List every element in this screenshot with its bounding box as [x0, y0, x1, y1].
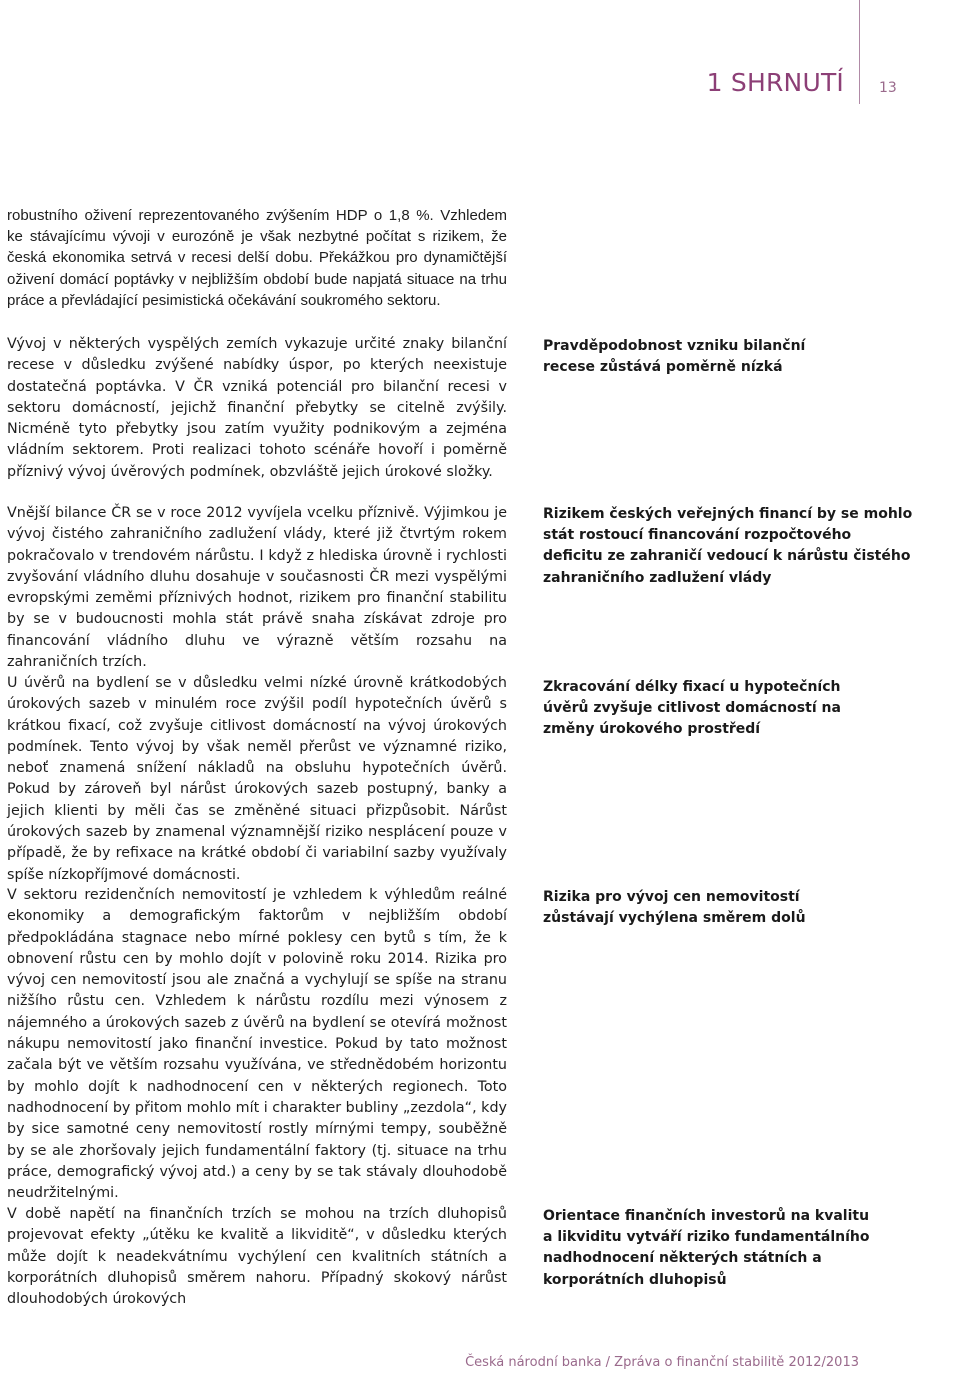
- page-number: 13: [879, 80, 897, 96]
- side-note-property-prices: Rizika pro vývoj cen nemovitostí zůstávají vychýlena směrem dolů: [543, 889, 806, 927]
- side-note-bond-overvaluation: Orientace finančních investorů na kvalitu a likviditu vytváří riziko fundamentálního nadhodnocení některých státních a korporátních dluhopisů: [543, 1208, 870, 1288]
- chapter-title: 1 SHRNUTÍ: [706, 68, 844, 97]
- paragraph-residential-property: V sektoru rezidenčních nemovitostí je vzhledem k výhledům reálné ekonomiky a demografickým faktorům v nejbližším období předpokládána stagnace nebo mírné poklesy cen bytů s tím, že k obnovení růstu cen by mohlo dojít v polovině roku 2014. Rizika pro vývoj cen nemovitostí jsou ale značná a vychylují se spíše na stranu nižšího růstu cen. Vzhledem k nárůstu rozdílu mezi výnosem z nájemného a úrokových sazeb z úvěrů na bydlení se otevírá možnost nákupu nemovitostí jako finanční investice. Pokud by tato možnost začala být ve větším rozsahu využívána, ve střednědobém horizontu by mohlo dojít k nadhodnocení cen v některých regionech. Toto nadhodnocení by přitom mohlo mít i charakter bubliny „zezdola“, kdy by sice samotné ceny nemovitostí rostly mírnými tempy, souběžně by se ale zhoršovaly jejich fundamentální faktory (tj. situace na trhu práce, demografický vývoj atd.) a ceny by se tak stávaly dlouhodobě neudržitelnými.: [7, 887, 507, 1202]
- side-note-mortgage-fixation: Zkracování délky fixací u hypotečních úvěrů zvyšuje citlivost domácností na změny úrokového prostředí: [543, 679, 841, 738]
- paragraph-hdp-recovery: robustního oživení reprezentovaného zvýšením HDP o 1,8 %. Vzhledem ke stávajícímu vývoji v eurozóně je však nezbytné počítat s rizikem, že česká ekonomika setrvá v recesi delší dobu. Překážkou pro dynamičtější oživení domácí poptávky v nejbližším období bude napjatá situace na trhu práce a převládající pesimistická očekávání soukromého sektoru.: [7, 207, 507, 309]
- footer-publication: Česká národní banka / Zpráva o finanční stabilitě 2012/2013: [465, 1355, 859, 1370]
- paragraph-external-balance: Vnější bilance ČR se v roce 2012 vyvíjela vcelku příznivě. Výjimkou je vývoj čistého zahraničního zadlužení vlády, které již čtvrtým rokem pokračovalo v trendovém nárůstu. I když z hlediska úrovně i rychlosti zvyšování vládního dluhu dosahuje v současnosti ČR mezi vyspělými evropskými zeměmi příznivých hodnot, rizikem pro finanční stabilitu by se v budoucnosti mohla stát právě snaha získávat zdroje pro financování vládního dluhu ve výrazně větším rozsahu na zahraničních trzích.: [7, 505, 507, 671]
- paragraph-bond-markets: V době napětí na finančních trzích se mohou na trzích dluhopisů projevovat efekty „útěku ke kvalitě a likviditě“, v důsledku kterých může dojít k neadekvátnímu vychýlení cen kvalitních státních a korporátních dluhopisů směrem nahoru. Případný skokový nárůst dlouhodobých úrokových: [7, 1206, 507, 1308]
- header-divider: [859, 0, 860, 104]
- paragraph-housing-loans: U úvěrů na bydlení se v důsledku velmi nízké úrovně krátkodobých úrokových sazeb v minulém roce zvýšil podíl hypotečních úvěrů s krátkou fixací, což zvyšuje citlivost domácností na vývoj úrokových podmínek. Tento vývoj by však neměl přerůst ve významné riziko, neboť znamená snížení nákladů na obsluhu hypotečních úvěrů. Pokud by zároveň byl nárůst úrokových sazeb postupný, banky a jejich klienti by měli čas se změněné situaci přizpůsobit. Nárůst úrokových sazeb by znamenal významnější riziko nesplácení pouze v případě, že by refixace na krátké období či variabilní sazby využívaly spíše nízkopříjmové domácnosti.: [7, 675, 507, 883]
- paragraph-balance-sheet-recession: Vývoj v některých vyspělých zemích vykazuje určité znaky bilanční recese v důsledku zvýšené nabídky úspor, po kterých neexistuje dostatečná poptávka. V ČR vzniká potenciál pro bilanční recesi v sektoru domácností, jejichž finanční přebytky se citelně zvýšily. Nicméně tyto přebytky jsou zatím využity podnikovým a zejména vládním sektorem. Proti realizaci tohoto scénáře hovoří i poměrně příznivý vývoj úvěrových podmínek, obzvláště jejich úrokové složky.: [7, 336, 507, 480]
- side-note-public-finance: Rizikem českých veřejných financí by se mohlo stát rostoucí financování rozpočtového deficitu ze zahraničí vedoucí k nárůstu čistého zahraničního zadlužení vlády: [543, 506, 913, 586]
- side-note-balance-sheet-recession: Pravděpodobnost vzniku bilanční recese zůstává poměrně nízká: [543, 338, 806, 376]
